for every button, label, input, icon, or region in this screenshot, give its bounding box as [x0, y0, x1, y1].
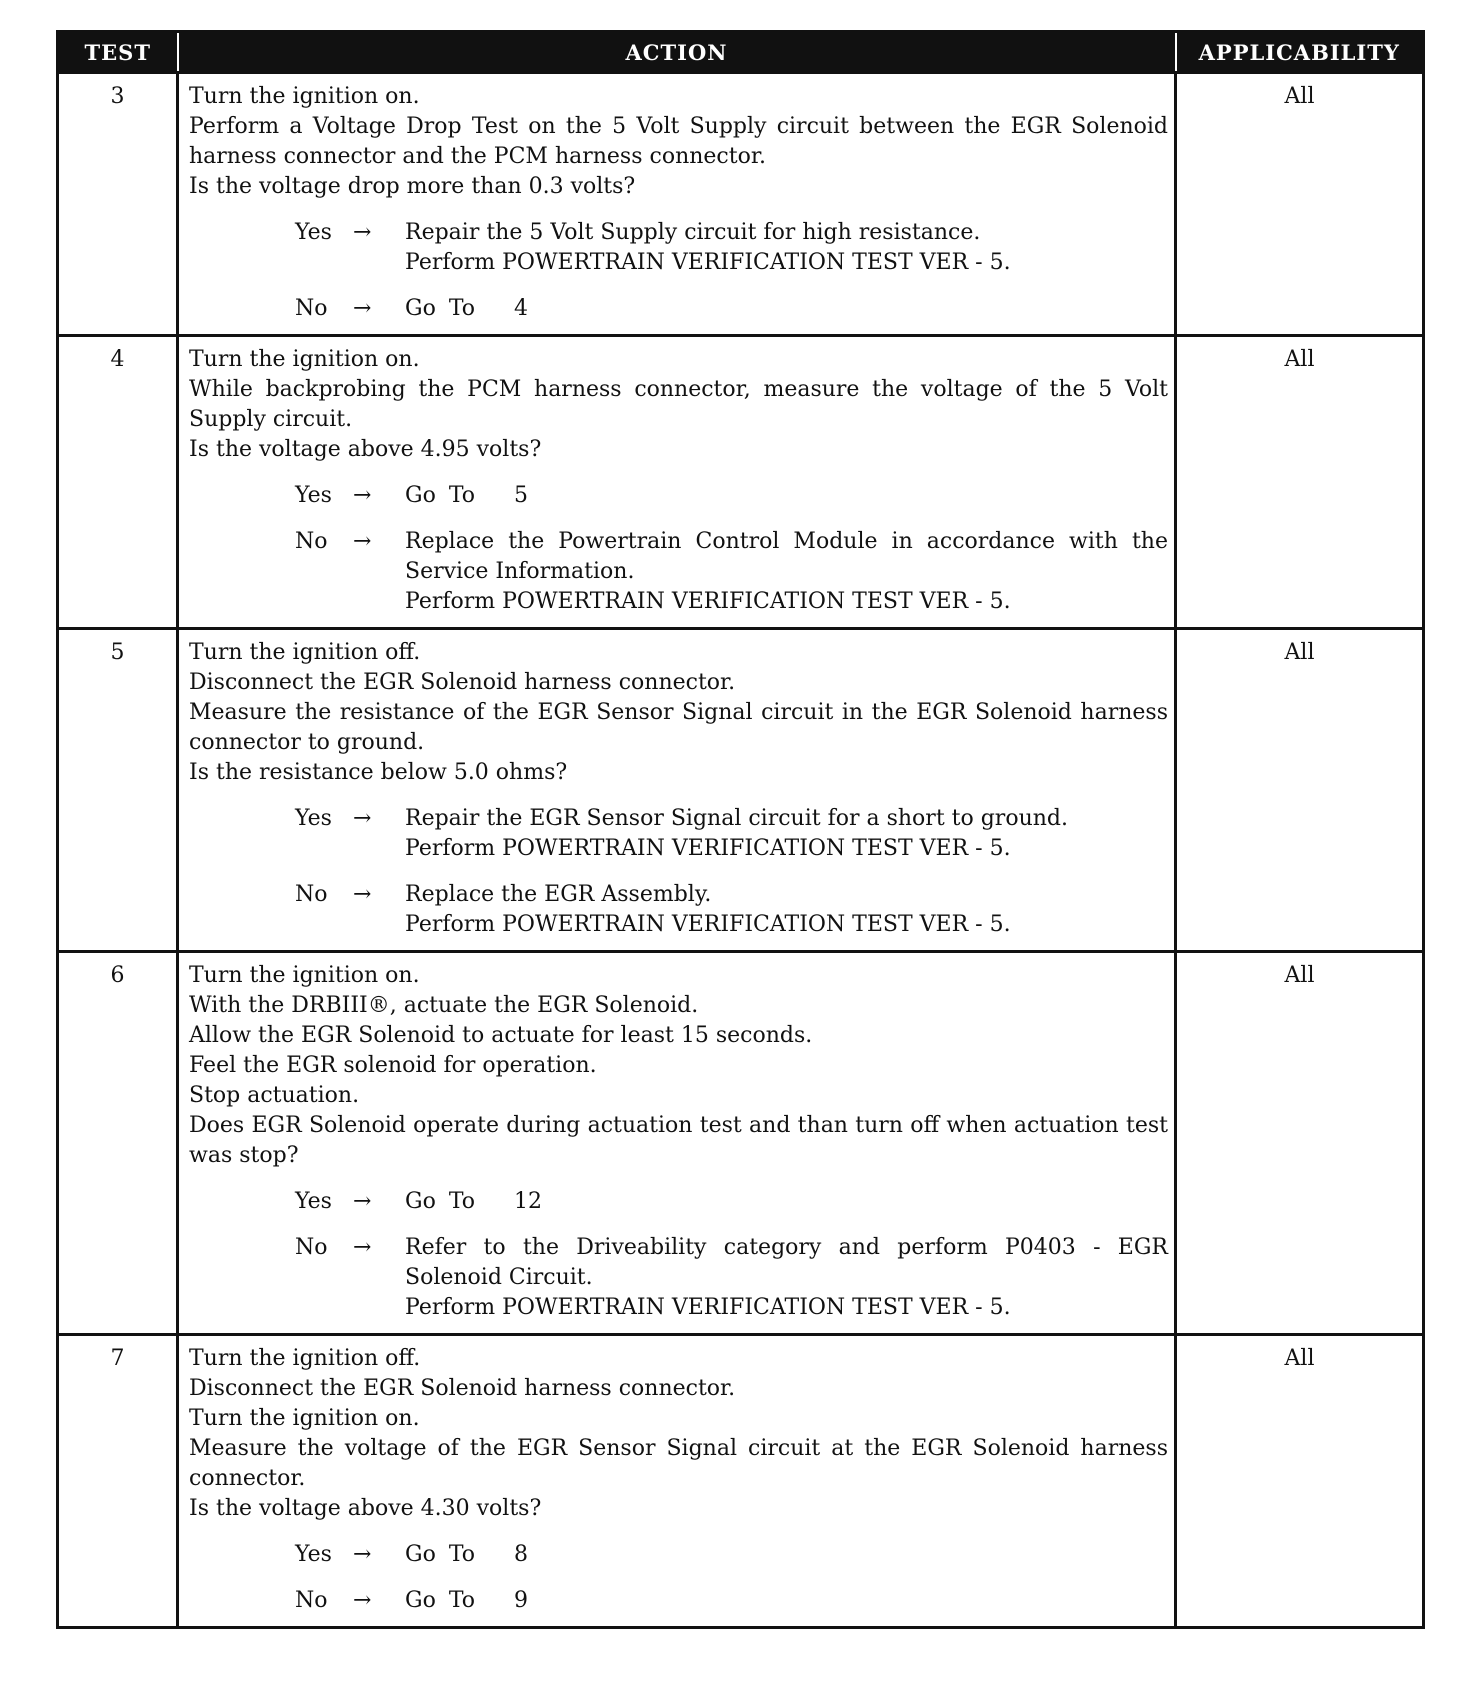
table-row: [58, 952, 1424, 1335]
go-to-step: Go To 8: [405, 1542, 528, 1567]
test-number: 6: [58, 952, 178, 1335]
go-to-step: Go To 5: [405, 483, 528, 508]
action-step: Measure the resistance of the EGR Sensor Signal circuit in the EGR Solenoid harness connector to ground.: [189, 700, 1168, 755]
result-instruction: Repair the EGR Sensor Signal circuit for a short to ground.: [405, 806, 1068, 831]
table-row: [58, 336, 1424, 629]
action-step: Turn the ignition on.: [189, 84, 420, 109]
arrow-right-icon: →: [353, 1542, 372, 1567]
result-yes: [189, 804, 1168, 864]
result-label: Yes: [295, 1542, 332, 1567]
result-yes: [189, 481, 1168, 511]
arrow-right-icon: →: [353, 483, 372, 508]
arrow-right-icon: →: [353, 296, 372, 321]
applicability-value: All: [1176, 952, 1424, 1335]
action-step: Turn the ignition on.: [189, 1406, 420, 1431]
test-number: 7: [58, 1335, 178, 1628]
action-cell: [178, 952, 1176, 1335]
action-cell: [178, 336, 1176, 629]
action-cell: [178, 629, 1176, 952]
result-instructions: [405, 880, 1168, 940]
result-instructions: [405, 1586, 1168, 1616]
action-step: Is the resistance below 5.0 ohms?: [189, 760, 568, 785]
table-row: [58, 73, 1424, 336]
arrow-right-icon: →: [353, 529, 372, 554]
go-to-step: Go To 4: [405, 296, 528, 321]
action-cell: [178, 1335, 1176, 1628]
result-instructions: [405, 804, 1168, 864]
result-no: [189, 527, 1168, 617]
result-instruction: Replace the Powertrain Control Module in accordance with the Service Information.: [405, 529, 1168, 584]
result-label: Yes: [295, 806, 332, 831]
table-row: [58, 1335, 1424, 1628]
go-to-step: Go To 12: [405, 1189, 542, 1214]
action-step: Measure the voltage of the EGR Sensor Signal circuit at the EGR Solenoid harness connector.: [189, 1436, 1168, 1491]
arrow-right-icon: →: [353, 1189, 372, 1214]
action-step: Allow the EGR Solenoid to actuate for least 15 seconds.: [189, 1023, 813, 1048]
result-instructions: [405, 1540, 1168, 1570]
result-instruction: Perform POWERTRAIN VERIFICATION TEST VER - 5.: [405, 912, 1011, 937]
result-options: [189, 1540, 1168, 1616]
action-step: Does EGR Solenoid operate during actuation test and than turn off when actuation test was stop?: [189, 1113, 1168, 1168]
result-no: [189, 1586, 1168, 1616]
result-instruction: Refer to the Driveability category and perform P0403 - EGR Solenoid Circuit.: [405, 1235, 1168, 1290]
applicability-value: All: [1176, 336, 1424, 629]
action-step: Disconnect the EGR Solenoid harness connector.: [189, 670, 736, 695]
result-label: No: [295, 882, 328, 907]
result-instructions: [405, 527, 1168, 617]
arrow-right-icon: →: [353, 882, 372, 907]
result-options: [189, 1187, 1168, 1323]
applicability-value: All: [1176, 629, 1424, 952]
result-no: [189, 294, 1168, 324]
result-options: [189, 481, 1168, 617]
result-label: No: [295, 296, 328, 321]
result-label: No: [295, 1588, 328, 1613]
test-number: 5: [58, 629, 178, 952]
test-number: 4: [58, 336, 178, 629]
result-label: No: [295, 529, 328, 554]
result-no: [189, 880, 1168, 940]
result-yes: [189, 1187, 1168, 1217]
arrow-right-icon: →: [353, 220, 372, 245]
action-step: Turn the ignition off.: [189, 640, 421, 665]
applicability-value: All: [1176, 73, 1424, 336]
result-instructions: [405, 1233, 1168, 1323]
result-instructions: [405, 1187, 1168, 1217]
arrow-right-icon: →: [353, 806, 372, 831]
applicability-value: All: [1176, 1335, 1424, 1628]
action-step: Is the voltage drop more than 0.3 volts?: [189, 174, 636, 199]
action-step: Turn the ignition on.: [189, 347, 420, 372]
result-instruction: Replace the EGR Assembly.: [405, 882, 712, 907]
result-instruction: Perform POWERTRAIN VERIFICATION TEST VER - 5.: [405, 1295, 1011, 1320]
header-test: TEST: [58, 32, 178, 73]
result-label: Yes: [295, 1189, 332, 1214]
arrow-right-icon: →: [353, 1235, 372, 1260]
action-step: Stop actuation.: [189, 1083, 360, 1108]
action-step: Turn the ignition on.: [189, 963, 420, 988]
arrow-right-icon: →: [353, 1588, 372, 1613]
result-label: No: [295, 1235, 328, 1260]
result-instruction: Perform POWERTRAIN VERIFICATION TEST VER - 5.: [405, 836, 1011, 861]
result-no: [189, 1233, 1168, 1323]
action-step: Feel the EGR solenoid for operation.: [189, 1053, 597, 1078]
result-instruction: Repair the 5 Volt Supply circuit for high resistance.: [405, 220, 981, 245]
table-header-row: [58, 32, 1424, 73]
action-step: Disconnect the EGR Solenoid harness connector.: [189, 1376, 736, 1401]
result-options: [189, 804, 1168, 940]
result-instruction: Perform POWERTRAIN VERIFICATION TEST VER - 5.: [405, 250, 1011, 275]
action-step: While backprobing the PCM harness connector, measure the voltage of the 5 Volt Supply circuit.: [189, 377, 1168, 432]
go-to-step: Go To 9: [405, 1588, 528, 1613]
result-label: Yes: [295, 220, 332, 245]
result-yes: [189, 1540, 1168, 1570]
header-action: ACTION: [178, 32, 1176, 73]
header-applicability: APPLICABILITY: [1176, 32, 1424, 73]
table-body: [58, 73, 1424, 1628]
result-instructions: [405, 481, 1168, 511]
table-row: [58, 629, 1424, 952]
action-step: Turn the ignition off.: [189, 1346, 421, 1371]
result-instructions: [405, 294, 1168, 324]
result-label: Yes: [295, 483, 332, 508]
result-yes: [189, 218, 1168, 278]
action-step: Is the voltage above 4.95 volts?: [189, 437, 542, 462]
result-instructions: [405, 218, 1168, 278]
test-number: 3: [58, 73, 178, 336]
action-step: With the DRBIII®, actuate the EGR Solenoid.: [189, 993, 699, 1018]
result-options: [189, 218, 1168, 324]
action-step: Is the voltage above 4.30 volts?: [189, 1496, 542, 1521]
action-step: Perform a Voltage Drop Test on the 5 Volt Supply circuit between the EGR Solenoid harness connector and the PCM harness connector.: [189, 114, 1168, 169]
action-cell: [178, 73, 1176, 336]
diagnostic-test-table: [56, 30, 1425, 1629]
result-instruction: Perform POWERTRAIN VERIFICATION TEST VER - 5.: [405, 589, 1011, 614]
